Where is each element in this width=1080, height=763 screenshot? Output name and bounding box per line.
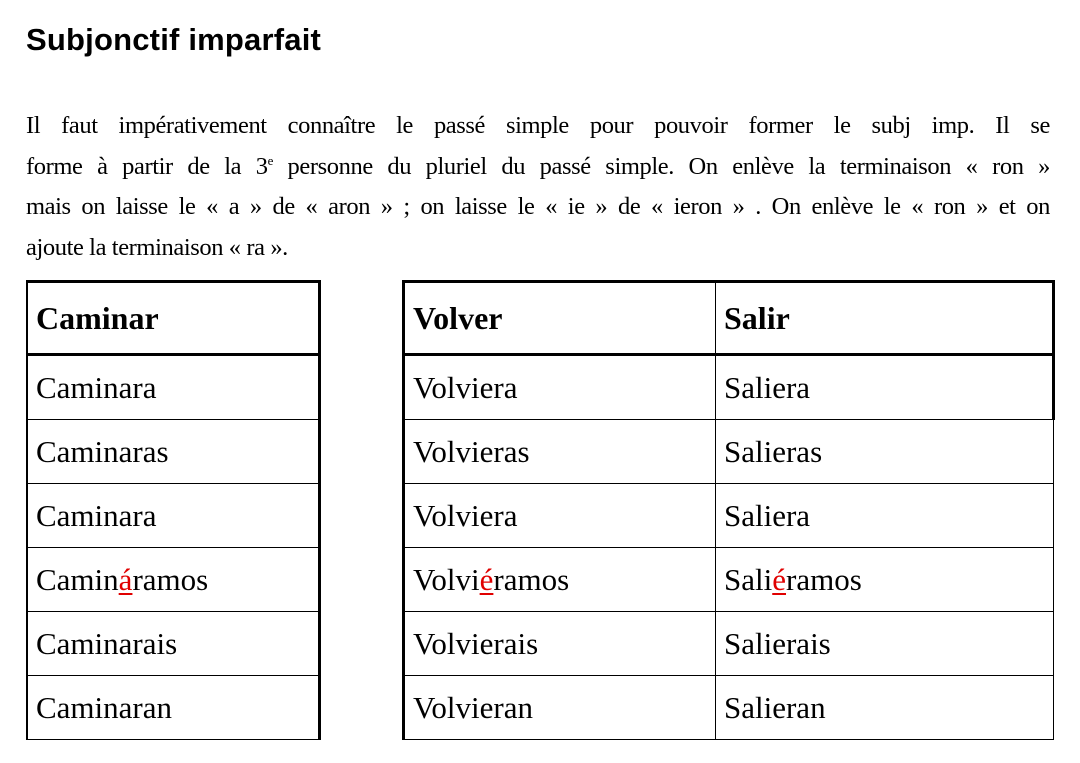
volver-row-6: Volvieran	[404, 676, 716, 740]
explanation-paragraph	[26, 106, 1050, 268]
salir-row-3: Saliera	[716, 484, 1054, 548]
volver-row-2: Volvieras	[404, 420, 716, 484]
caminar-table	[26, 280, 321, 740]
salir-row-5: Salierais	[716, 612, 1054, 676]
salir-row-4-accent: é	[772, 561, 786, 597]
page-title: Subjonctif imparfait	[26, 22, 322, 57]
salir-row-4-ending: ramos	[786, 561, 862, 597]
paragraph-line-3: mais on laisse le « a » de « aron » ; on laisse le « ie » de « ieron » . On enlève le « ron » et on	[26, 193, 1050, 220]
salir-row-4-stem: Sali	[724, 561, 773, 597]
caminar-row-6: Caminaran	[27, 676, 319, 740]
paragraph-line-4: ajoute la terminaison « ra ».	[26, 233, 288, 261]
caminar-row-4-accent: á	[118, 561, 133, 597]
volver-row-4-accent: é	[479, 561, 494, 597]
caminar-row-1: Caminara	[27, 355, 319, 420]
caminar-header: Caminar	[27, 282, 319, 355]
salir-row-6: Salieran	[716, 676, 1054, 740]
volver-row-1: Volviera	[404, 355, 716, 420]
caminar-row-4	[27, 548, 319, 612]
volver-row-5: Volvierais	[404, 612, 716, 676]
volver-salir-table	[402, 280, 1055, 740]
salir-row-4	[716, 548, 1054, 612]
superscript-e: e	[267, 152, 273, 168]
paragraph-line-1: Il faut impérativement connaître le passé simple pour pouvoir former le subj imp. Il se	[26, 112, 1050, 139]
caminar-row-5: Caminarais	[27, 612, 319, 676]
volver-row-3: Volviera	[404, 484, 716, 548]
paragraph-line-2-end: personne du pluriel du passé simple. On enlève la terminaison « ron »	[272, 152, 1050, 180]
volver-row-4-ending: ramos	[493, 561, 570, 597]
volver-row-4	[404, 548, 716, 612]
paragraph-line-2	[26, 147, 1050, 188]
caminar-row-3: Caminara	[27, 484, 319, 548]
volver-row-4-stem: Volvi	[413, 561, 480, 597]
salir-row-1: Saliera	[716, 355, 1054, 420]
paragraph-line-2-start: forme à partir de la 3	[26, 152, 268, 180]
volver-header: Volver	[404, 282, 716, 355]
caminar-row-4-stem: Camin	[36, 561, 119, 597]
salir-row-2: Salieras	[716, 420, 1054, 484]
caminar-row-4-ending: ramos	[132, 561, 209, 597]
salir-header: Salir	[716, 282, 1054, 355]
caminar-row-2: Caminaras	[27, 420, 319, 484]
